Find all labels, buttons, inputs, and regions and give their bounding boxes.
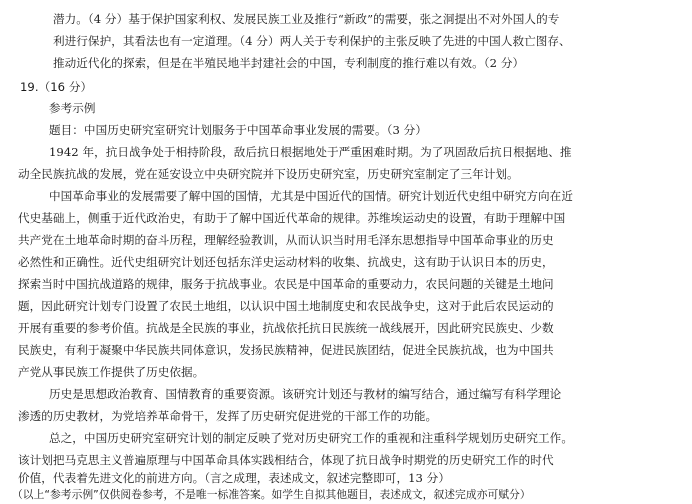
paragraph-4-line: 价值，代表着先进文化的前进方向。（言之成理，表述成文，叙述完整即可，13 分）: [18, 471, 450, 485]
paragraph-3-line: 渗透的历史教材，为党培养革命骨干，发挥了历史研究促进党的干部工作的功能。: [18, 409, 438, 423]
question-number: 19.（16 分）: [20, 80, 93, 94]
prev-answer-line-3: 推动近代化的探索，但是在半殖民地半封建社会的中国，专利制度的推行难以有效。（2 分）: [53, 56, 525, 70]
paragraph-4-line: 该计划把马克思主义普遍原理与中国革命具体实践相结合，体现了抗日战争时期党的历史研究工作的时代: [18, 453, 554, 467]
paragraph-4-line: 总之，中国历史研究室研究计划的制定反映了党对历史研究工作的重视和注重科学规划历史研究工作。: [49, 431, 573, 445]
paragraph-3-line: 历史是思想政治教育、国情教育的重要资源。该研究计划还与教材的编写结合，通过编写有科学理论: [49, 387, 562, 401]
paragraph-2-line: 产党从事民族工作提供了历史依据。: [18, 365, 205, 379]
essay-topic: 题目：中国历史研究室研究计划服务于中国革命事业发展的需要。（3 分）: [49, 123, 427, 137]
paragraph-1-line: 动全民族抗战的发展，党在延安设立中央研究院并下设历史研究室，历史研究室制定了三年计划。: [18, 167, 519, 181]
prev-answer-line-1: 潜力。（4 分）基于保护国家利权、发展民族工业及推行“新政”的需要，张之洞提出不对外国人的专: [53, 12, 560, 26]
paragraph-2-line: 开展有重要的参考价值。抗战是全民族的事业，抗战依托抗日民族统一战线展开，因此研究民族史、少数: [18, 321, 554, 335]
paragraph-2-line: 共产党在土地革命时期的奋斗历程，理解经验教训，从而认识当时用毛泽东思想指导中国革命事业的历史: [18, 233, 554, 247]
grading-footnote: （以上“参考示例”仅供阅卷参考，不是唯一标准答案。如学生自拟其他题目，表述成文，叙述完成亦可赋分）: [12, 488, 531, 501]
paragraph-2-line: 必然性和正确性。近代史组研究计划还包括东洋史运动材料的收集、抗战史，这有助于认识日本的历史，: [18, 255, 554, 269]
paragraph-2-line: 代史基础上，侧重于近代政治史，有助于了解中国近代革命的规律。苏维埃运动史的设置，有助于理解中国: [18, 211, 566, 225]
sample-heading: 参考示例: [49, 101, 96, 115]
paragraph-2-line: 中国革命事业的发展需要了解中国的国情，尤其是中国近代的国情。研究计划近代史组中研究方向在近: [49, 189, 573, 203]
paragraph-2-line: 民族史，有利于凝聚中华民族共同体意识，发扬民族精神，促进民族团结，促进全民族抗战，也为中国共: [18, 343, 554, 357]
paragraph-2-line: 探索当时中国抗战道路的规律，服务于抗战事业。农民是中国革命的重要动力，农民问题的关键是土地问: [18, 277, 554, 291]
paragraph-1-line: 1942 年，抗日战争处于相持阶段，敌后抗日根据地处于严重困难时期。为了巩固敌后抗日根据地、推: [49, 145, 572, 159]
prev-answer-line-2: 利进行保护，其看法也有一定道理。（4 分）两人关于专利保护的主张反映了先进的中国人救亡图存、: [53, 34, 571, 48]
paragraph-2-line: 题，因此研究计划专门设置了农民土地组，以认识中国土地制度史和农民战争史，这对于此后农民运动的: [18, 299, 554, 313]
